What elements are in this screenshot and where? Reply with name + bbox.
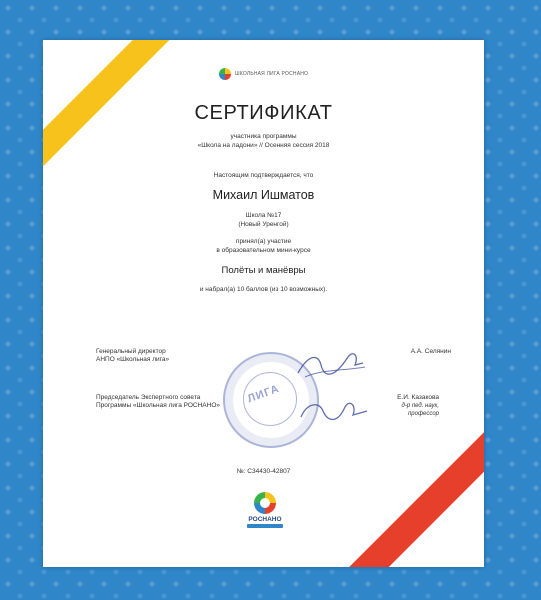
- certificate-title: СЕРТИФИКАТ: [194, 102, 333, 124]
- participant-line: участника программы: [230, 133, 297, 140]
- school-name: Школа №17: [245, 212, 282, 219]
- signatory-2-info: [397, 394, 439, 418]
- score-line: и набрал(а) 10 баллов (из 10 возможных).: [199, 286, 328, 293]
- footer-logo-bar: [247, 524, 283, 528]
- signatory-1-role: [96, 348, 169, 364]
- took-part-line: принял(а) участие: [235, 238, 292, 245]
- signatory-2-degree: д-р пед. наук,: [401, 403, 439, 409]
- signatory-2-title: профессор: [408, 411, 439, 417]
- handwritten-signatures: [293, 345, 373, 435]
- top-logo: [219, 68, 308, 80]
- school-city: (Новый Уренгой): [238, 221, 289, 228]
- footer-logo-text: РОСНАНО: [248, 516, 282, 523]
- recipient-name: Михаил Ишматов: [212, 188, 315, 202]
- certificate-number: №: C34430-42807: [236, 468, 291, 475]
- footer-logo: [241, 492, 289, 528]
- signatory-1-role-line2: АНПО «Школьная лига»: [96, 356, 170, 363]
- stamp-text: ЛИГА: [245, 382, 282, 406]
- rosnano-logo-icon: [219, 68, 231, 80]
- signatory-1-role-line1: Генеральный директор: [96, 348, 166, 355]
- confirm-line: Настоящим подтверждается, что: [213, 172, 314, 179]
- signatory-1-name: А.А. Селянин: [410, 348, 451, 355]
- signatory-2-role-line1: Председатель Экспертного совета: [96, 394, 201, 401]
- program-line: «Школа на ладони» // Осенняя сессия 2018: [197, 142, 330, 149]
- signatory-2-role-line2: Программы «Школьная лига РОСНАНО»: [96, 402, 220, 409]
- signatory-2-name: Е.И. Казакова: [397, 394, 439, 401]
- certificate-sheet: [43, 40, 484, 567]
- signatory-2-role: [96, 394, 220, 410]
- red-corner-ribbon: [343, 425, 484, 567]
- course-name: Полёты и манёвры: [221, 265, 306, 276]
- top-logo-text: ШКОЛЬНАЯ ЛИГА РОСНАНО: [235, 71, 309, 77]
- rosnano-ring-icon: [254, 492, 276, 514]
- course-intro-line: в образовательном мини-курсе: [216, 247, 311, 254]
